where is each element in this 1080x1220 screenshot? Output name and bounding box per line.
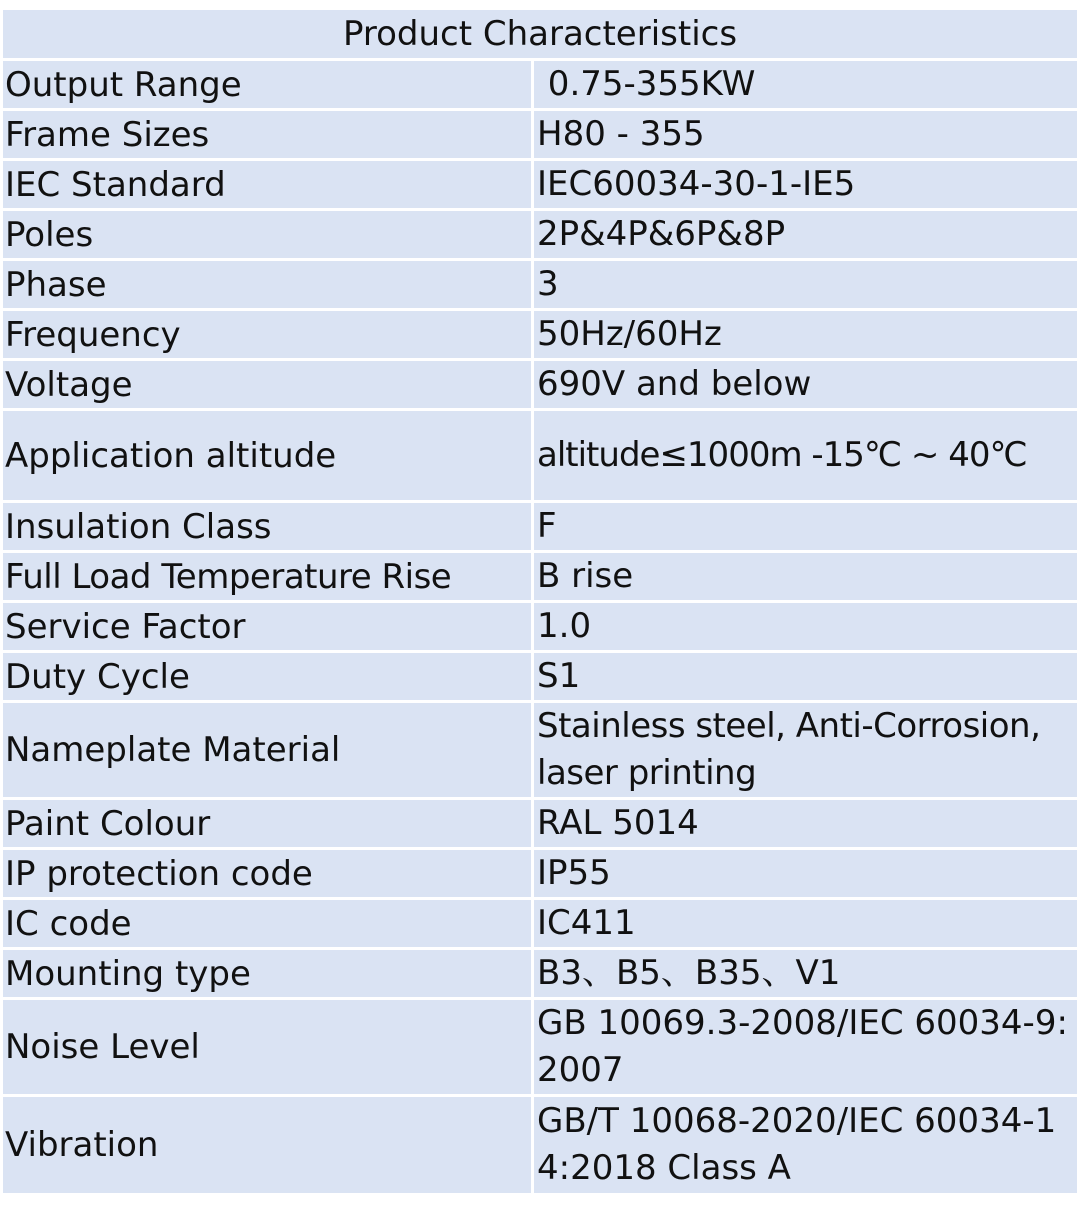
row-value: IEC60034-30-1-IE5 bbox=[534, 161, 1077, 208]
table-row bbox=[3, 61, 1077, 108]
table-title: Product Characteristics bbox=[3, 10, 1077, 58]
row-label: Vibration bbox=[3, 1097, 531, 1193]
table-row bbox=[3, 553, 1077, 600]
table-row bbox=[3, 900, 1077, 947]
row-value: RAL 5014 bbox=[534, 800, 1077, 847]
row-label: Mounting type bbox=[3, 950, 531, 997]
row-label: Poles bbox=[3, 211, 531, 258]
row-value: F bbox=[534, 503, 1077, 550]
row-value: 1.0 bbox=[534, 603, 1077, 650]
row-value: 50Hz/60Hz bbox=[534, 311, 1077, 358]
table-row bbox=[3, 503, 1077, 550]
row-value: 690V and below bbox=[534, 361, 1077, 408]
row-value: 3 bbox=[534, 261, 1077, 308]
row-value: S1 bbox=[534, 653, 1077, 700]
row-label: Frame Sizes bbox=[3, 111, 531, 158]
row-label: IP protection code bbox=[3, 850, 531, 897]
table-row bbox=[3, 603, 1077, 650]
table-row bbox=[3, 261, 1077, 308]
table-row bbox=[3, 1097, 1077, 1193]
row-label: Noise Level bbox=[3, 1000, 531, 1094]
product-characteristics-table bbox=[3, 10, 1077, 1196]
table-row bbox=[3, 703, 1077, 797]
table-row bbox=[3, 211, 1077, 258]
row-label: IEC Standard bbox=[3, 161, 531, 208]
table-row bbox=[3, 311, 1077, 358]
row-label: Paint Colour bbox=[3, 800, 531, 847]
table-row bbox=[3, 800, 1077, 847]
row-value: GB/T 10068-2020/IEC 60034-14:2018 Class A bbox=[534, 1097, 1077, 1193]
table-row bbox=[3, 1000, 1077, 1094]
row-label: Phase bbox=[3, 261, 531, 308]
table-row bbox=[3, 850, 1077, 897]
row-value: 0.75-355KW bbox=[534, 61, 1077, 108]
row-label: Insulation Class bbox=[3, 503, 531, 550]
row-value: altitude≤1000m -15℃ ~ 40℃ bbox=[534, 411, 1077, 500]
table-row bbox=[3, 111, 1077, 158]
row-label: Output Range bbox=[3, 61, 531, 108]
table-row bbox=[3, 161, 1077, 208]
row-value: 2P&4P&6P&8P bbox=[534, 211, 1077, 258]
row-value: B rise bbox=[534, 553, 1077, 600]
row-label: Nameplate Material bbox=[3, 703, 531, 797]
table-row bbox=[3, 361, 1077, 408]
row-label: Frequency bbox=[3, 311, 531, 358]
row-label: Full Load Temperature Rise bbox=[3, 553, 531, 600]
row-label: Duty Cycle bbox=[3, 653, 531, 700]
row-value: B3、B5、B35、V1 bbox=[534, 950, 1077, 997]
row-value: IC411 bbox=[534, 900, 1077, 947]
row-label: Application altitude bbox=[3, 411, 531, 500]
row-value: IP55 bbox=[534, 850, 1077, 897]
row-value: Stainless steel, Anti-Corrosion, laser printing bbox=[534, 703, 1077, 797]
row-label: IC code bbox=[3, 900, 531, 947]
table-row bbox=[3, 950, 1077, 997]
table-row bbox=[3, 411, 1077, 500]
row-value: GB 10069.3-2008/IEC 60034-9:2007 bbox=[534, 1000, 1077, 1094]
row-label: Voltage bbox=[3, 361, 531, 408]
row-value: H80 - 355 bbox=[534, 111, 1077, 158]
row-label: Service Factor bbox=[3, 603, 531, 650]
table-row bbox=[3, 653, 1077, 700]
